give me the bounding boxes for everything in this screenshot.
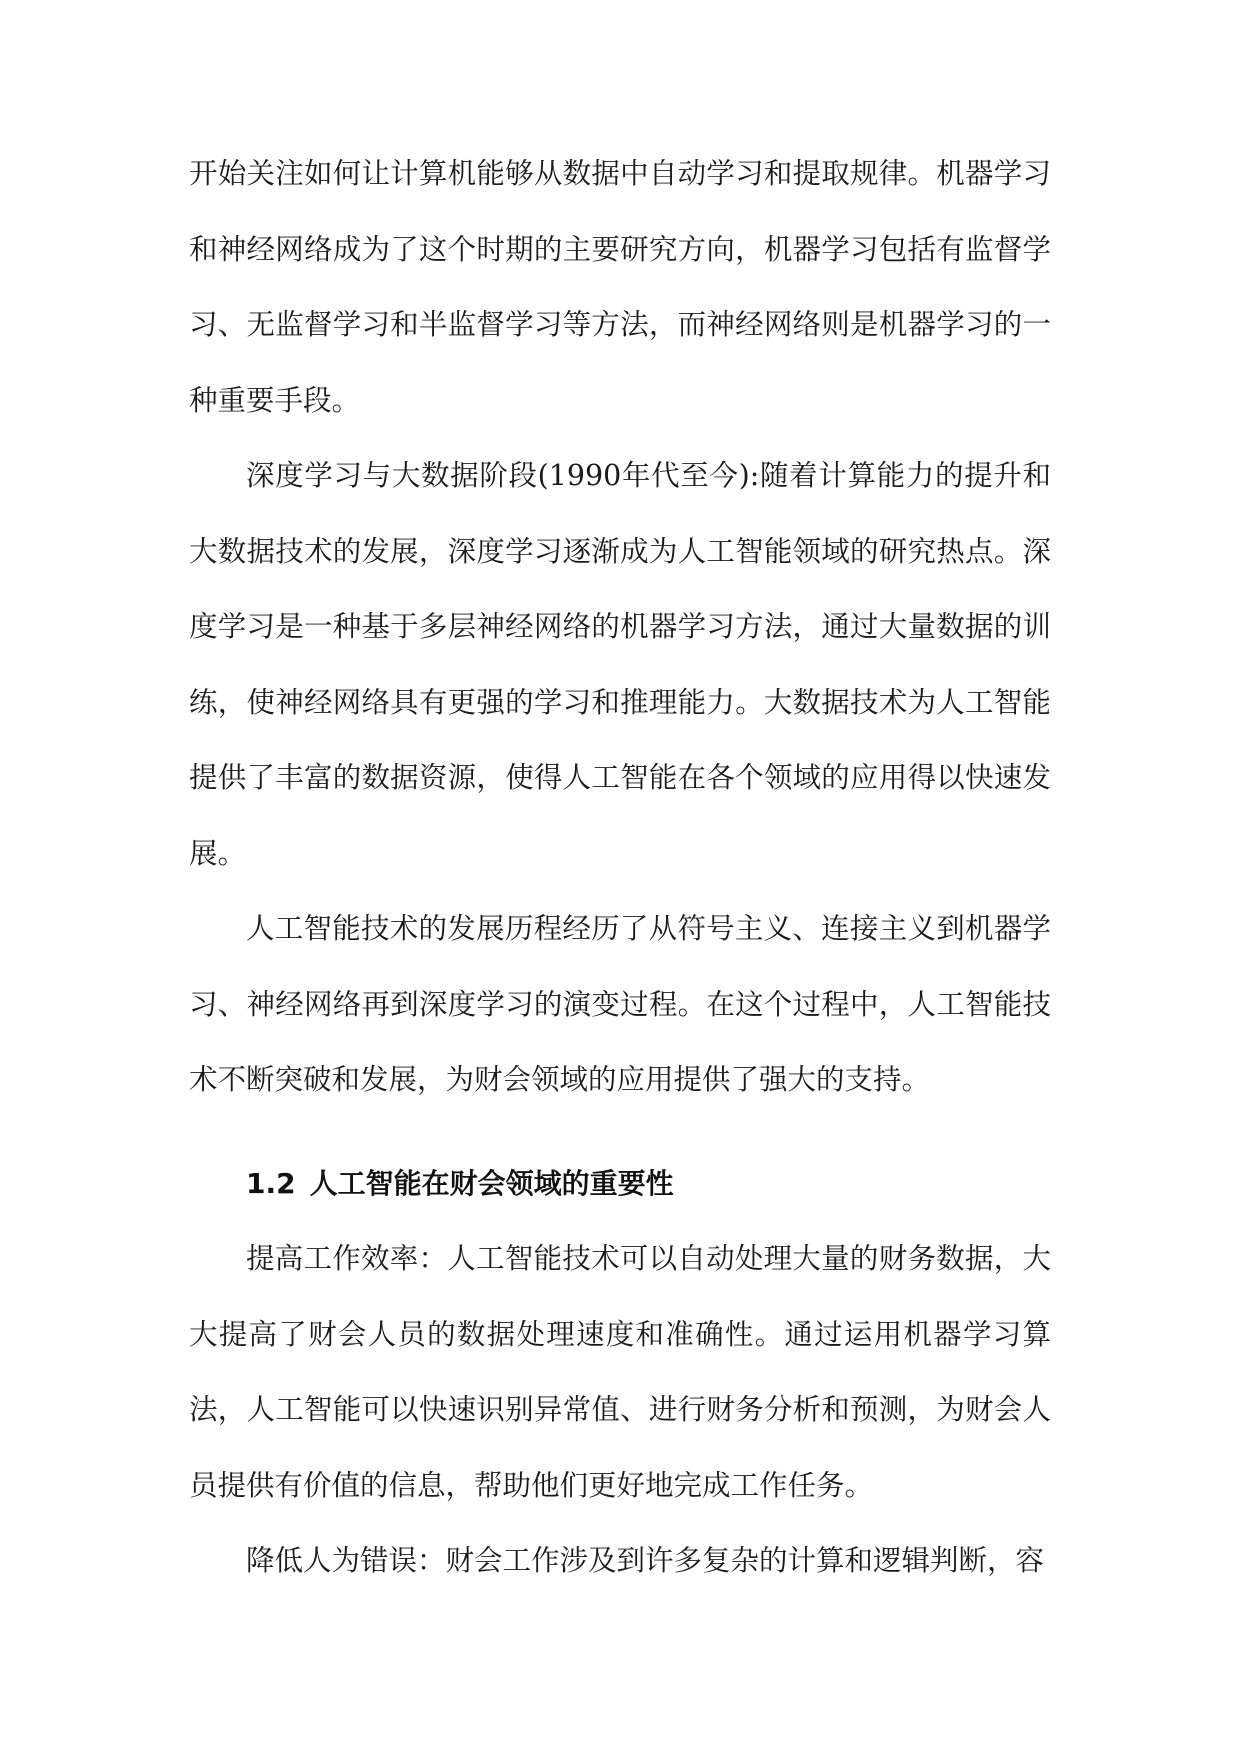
paragraph-history-summary: 人工智能技术的发展历程经历了从符号主义、连接主义到机器学习、神经网络再到深度学习的演变过程。在这个过程中，人工智能技术不断突破和发展，为财会领域的应用提供了强大的支持。 [189, 912, 1051, 1096]
paragraph-efficiency: 提高工作效率：人工智能技术可以自动处理大量的财务数据，大大提高了财会人员的数据处理速度和准确性。通过运用机器学习算法，人工智能可以快速识别异常值、进行财务分析和预测，为财会人员提供有价值的信息，帮助他们更好地完成工作任务。 [189, 1242, 1051, 1502]
document-body [189, 136, 1051, 1599]
paragraph-reduce-errors: 降低人为错误：财会工作涉及到许多复杂的计算和逻辑判断，容 [246, 1544, 1045, 1577]
paragraph-continuation: 开始关注如何让计算机能够从数据中自动学习和提取规律。机器学习和神经网络成为了这个时期的主要研究方向，机器学习包括有监督学习、无监督学习和半监督学习等方法，而神经网络则是机器学习的一种重要手段。 [189, 157, 1051, 417]
section-heading [189, 1146, 1051, 1222]
section-number: 1.2 [246, 1166, 296, 1200]
section-title: 人工智能在财会领域的重要性 [309, 1166, 674, 1200]
paragraph-deep-learning-stage: 深度学习与大数据阶段(1990年代至今):随着计算能力的提升和大数据技术的发展，深度学习逐渐成为人工智能领域的研究热点。深度学习是一种基于多层神经网络的机器学习方法，通过大量数据的训练，使神经网络具有更强的学习和推理能力。大数据技术为人工智能提供了丰富的数据资源，使得人工智能在各个领域的应用得以快速发展。 [189, 459, 1051, 870]
